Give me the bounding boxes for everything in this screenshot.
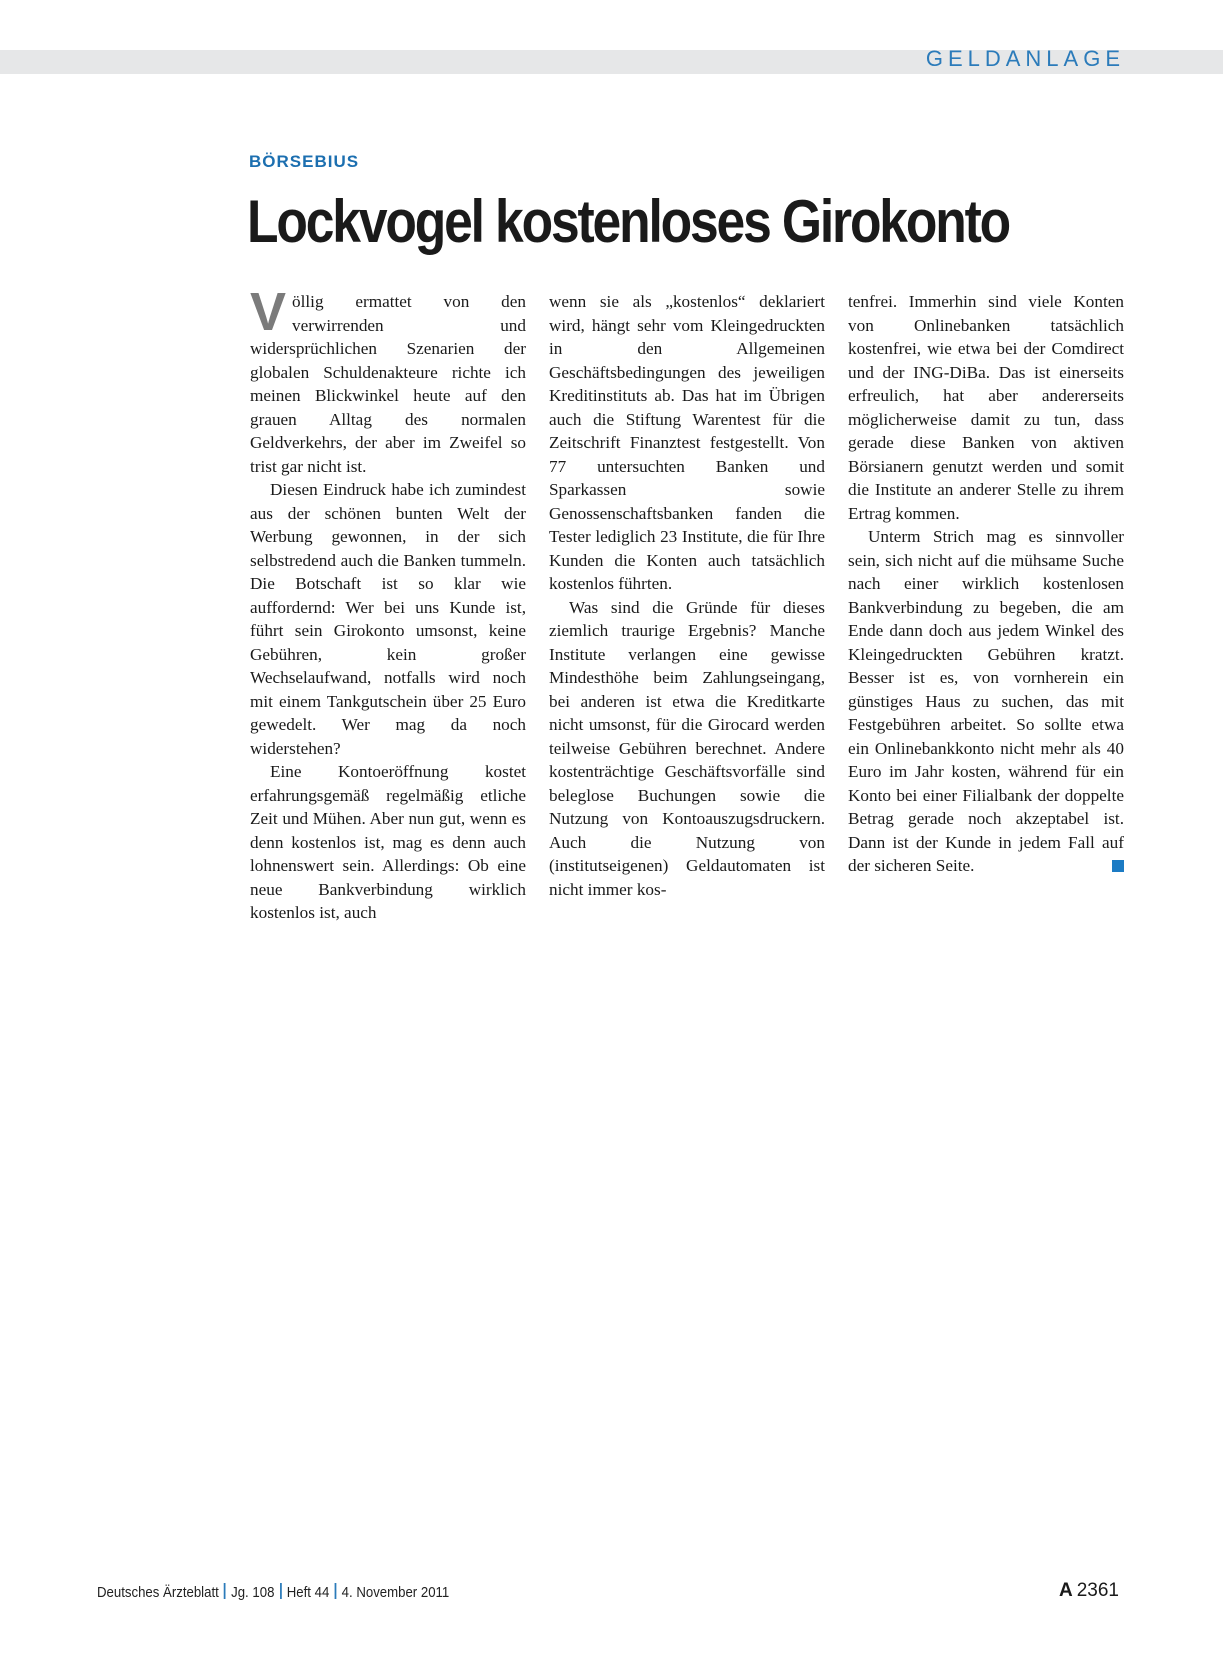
paragraph: Diesen Eindruck habe ich zumindest aus der schönen bunten Welt der Werbung gewonnen, in der sich selbstredend auch die Banken tummeln. Die Botschaft ist so klar wie auffordernd: Wer bei uns Kunde ist, führt sein Girokonto umsonst, keine Gebühren, kein großer Wechselaufwand, notfalls wird noch mit einem Tankgutschein über 25 Euro gewedelt. Wer mag da noch widerstehen? — [250, 480, 526, 758]
paragraph: tenfrei. Immerhin sind viele Konten von Onlinebanken tatsächlich kostenfrei, wie etwa bei der Comdirect und der ING-DiBa. Das ist einerseits erfreulich, hat aber andererseits möglicherweise damit zu tun, dass gerade diese Banken von aktiven Börsianern genutzt werden und somit die Institute an anderer Stelle zu ihrem Ertrag kommen. — [848, 292, 1124, 523]
page-number — [1059, 1580, 1119, 1602]
text-column-1 — [250, 282, 526, 925]
text-column-3 — [848, 290, 1124, 878]
paragraph-with-endmark — [848, 525, 1124, 878]
volume: Jg. 108 — [231, 1584, 275, 1601]
issue-date: 4. November 2011 — [341, 1584, 450, 1601]
paragraph: wenn sie als „kostenlos“ deklariert wird, hängt sehr vom Kleingedruckten in den Allgemeinen Geschäftsbedingungen des jeweiligen Kreditinstituts ab. Das hat im Übrigen auch die Stiftung Warentest für die Zeitschrift Finanztest festgestellt. Von 77 untersuchten Banken und Sparkassen sowie Genossenschaftsbanken fanden die Tester lediglich 23 Institute, die für Ihre Kunden die Konten auch tatsächlich kostenlos führten. — [549, 292, 825, 593]
end-mark-icon — [1112, 860, 1124, 872]
page-number-value: 2361 — [1076, 1580, 1119, 1601]
paragraph: Was sind die Gründe für dieses ziemlich traurige Ergebnis? Manche Institute verlangen eine gewisse Mindesthöhe beim Zahlungseingang, bei anderen ist etwa die Kreditkarte nicht umsonst, für die Girocard werden teilweise Gebühren berechnet. Andere kostenträchtige Geschäftsvorfälle sind beleglose Buchungen sowie die Nutzung von Kontoauszugsdruckern. Auch die Nutzung von (institutseigenen) Geldautomaten ist nicht immer kos- — [549, 597, 825, 899]
article-kicker: BÖRSEBIUS — [249, 152, 360, 171]
article-title: Lockvogel kostenloses Girokonto — [247, 188, 1010, 255]
footer-citation — [97, 1583, 449, 1601]
issue: Heft 44 — [286, 1584, 330, 1601]
page-prefix: A — [1058, 1580, 1073, 1601]
drop-cap: V — [250, 282, 287, 342]
journal-name: Deutsches Ärzteblatt — [97, 1584, 219, 1601]
paragraph-text: Unterm Strich mag es sinnvoller sein, sich nicht auf die mühsame Suche nach einer wirklich kostenlosen Bankverbindung zu begeben, die am Ende dann doch aus jedem Winkel des Kleingedruckten Gebühren kratzt. Besser ist es, von vornherein ein günstiges Haus zu suchen, das mit Festgebühren arbeitet. So sollte etwa ein Onlinebankkonto nicht mehr als 40 Euro im Jahr kosten, während für ein Konto bei einer Filialbank der doppelte Betrag gerade noch akzeptabel ist. Dann ist der Kunde in jedem Fall auf der sicheren Seite. — [848, 527, 1124, 875]
section-label: GELDANLAGE — [925, 46, 1125, 71]
separator — [280, 1583, 282, 1599]
separator — [224, 1583, 226, 1599]
paragraph — [250, 282, 526, 478]
separator — [335, 1583, 337, 1599]
paragraph: Eine Kontoeröffnung kostet erfahrungsgemäß regelmäßig etliche Zeit und Mühen. Aber nun gut, wenn es denn kostenlos ist, mag es denn auch lohnenswert sein. Allerdings: Ob eine neue Bankverbindung wirklich kostenlos ist, auch — [250, 762, 526, 922]
text-column-2 — [549, 290, 825, 901]
paragraph-text: öllig ermattet von den verwirrenden und widersprüchlichen Szenarien der globalen Schuldenakteure richte ich meinen Blickwinkel heute auf den grauen Alltag des normalen Geldverkehrs, der aber im Zweifel so trist gar nicht ist. — [250, 292, 526, 476]
